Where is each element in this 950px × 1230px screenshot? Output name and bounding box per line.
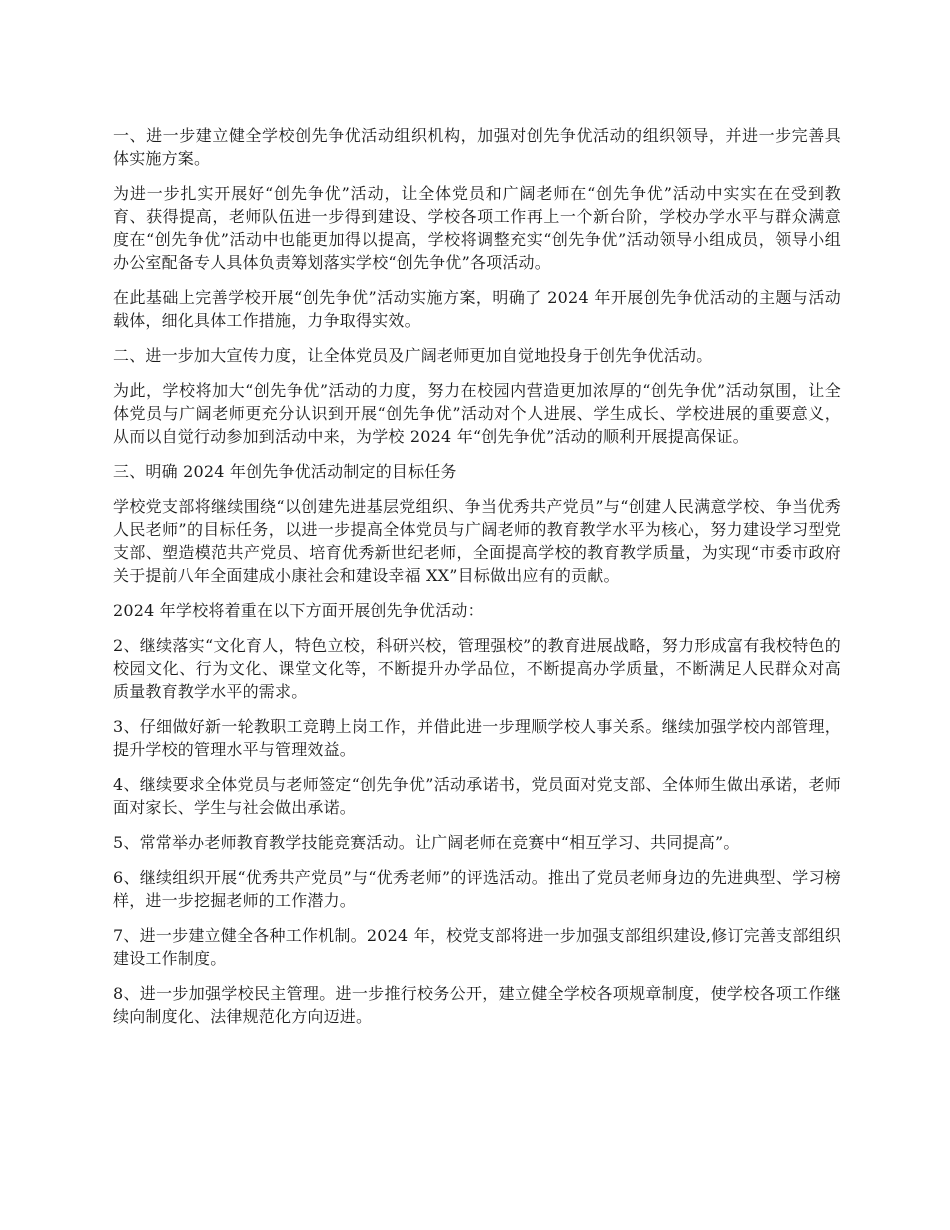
list-item-4: 4、继续要求全体党员与老师签定“创先争优”活动承诺书，党员面对党支部、全体师生做出承诺，老师面对家长、学生与社会做出承诺。 [113, 775, 841, 817]
section-heading-1: 一、进一步建立健全学校创先争优活动组织机构，加强对创先争优活动的组织领导，并进一步完善具体实施方案。 [113, 126, 841, 168]
section-heading-3: 三、明确 2024 年创先争优活动制定的目标任务 [113, 462, 457, 481]
paragraph: 为此，学校将加大“创先争优”活动的力度，努力在校园内营造更加浓厚的“创先争优”活动氛围，让全体党员与广阔老师更充分认识到开展“创先争优”活动对个人进展、学生成长、学校进展的重要意义，从而以自觉行动参加到活动中来，为学校 2024 年“创先争优”活动的顺利开展提高保证。 [113, 381, 841, 446]
paragraph: 为进一步扎实开展好“创先争优”活动，让全体党员和广阔老师在“创先争优”活动中实实在在受到教育、获得提高，老师队伍进一步得到建设、学校各项工作再上一个新台阶，学校办学水平与群众满意度在“创先争优”活动中也能更加得以提高，学校将调整充实“创先争优”活动领导小组成员，领导小组办公室配备专人具体负责筹划落实学校“创先争优”各项活动。 [113, 184, 841, 272]
list-item-3: 3、仔细做好新一轮教职工竞聘上岗工作，并借此进一步理顺学校人事关系。继续加强学校内部管理，提升学校的管理水平与管理效益。 [113, 717, 841, 759]
document-page [113, 124, 841, 1040]
section-heading-2: 二、进一步加大宣传力度，让全体党员及广阔老师更加自觉地投身于创先争优活动。 [113, 346, 713, 365]
list-item-2: 2、继续落实“文化育人，特色立校，科研兴校，管理强校”的教育进展战略，努力形成富有我校特色的校园文化、行为文化、课堂文化等，不断提升办学品位，不断提高办学质量，不断满足人民群众对高质量教育教学水平的需求。 [113, 636, 841, 701]
paragraph: 2024 年学校将着重在以下方面开展创先争优活动： [113, 601, 484, 620]
list-item-7: 7、进一步建立健全各种工作机制。2024 年，校党支部将进一步加强支部组织建设,修订完善支部组织建设工作制度。 [113, 926, 841, 968]
list-item-5: 5、常常举办老师教育教学技能竞赛活动。让广阔老师在竞赛中“相互学习、共同提高”。 [113, 833, 740, 852]
paragraph: 学校党支部将继续围绕“以创建先进基层党组织、争当优秀共产党员”与“创建人民满意学校、争当优秀人民老师”的目标任务，以进一步提高全体党员与广阔老师的教育教学水平为核心，努力建设学习型党支部、塑造模范共产党员、培育优秀新世纪老师，全面提高学校的教育教学质量，为实现“市委市政府关于提前八年全面建成小康社会和建设幸福 XX”目标做出应有的贡献。 [113, 497, 841, 585]
paragraph: 在此基础上完善学校开展“创先争优”活动实施方案，明确了 2024 年开展创先争优活动的主题与活动载体，细化具体工作措施，力争取得实效。 [113, 288, 841, 330]
list-item-8: 8、进一步加强学校民主管理。进一步推行校务公开，建立健全学校各项规章制度，使学校各项工作继续向制度化、法律规范化方向迈进。 [113, 984, 841, 1026]
list-item-6: 6、继续组织开展“优秀共产党员”与“优秀老师”的评选活动。推出了党员老师身边的先进典型、学习榜样，进一步挖掘老师的工作潜力。 [113, 868, 841, 910]
